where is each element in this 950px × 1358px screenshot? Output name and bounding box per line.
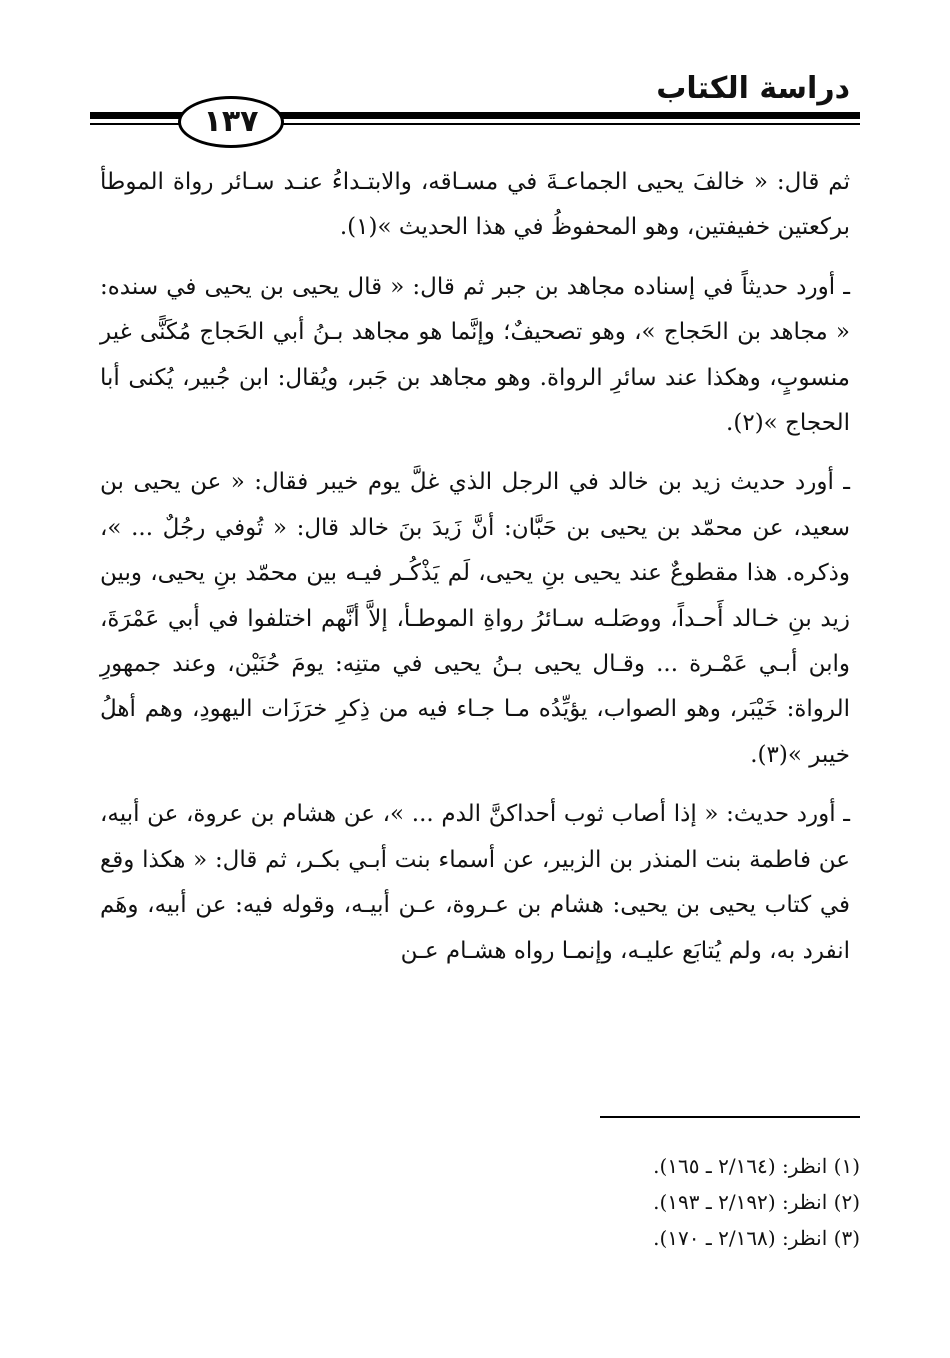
main-text [100, 160, 850, 988]
footnote-separator [600, 1116, 860, 1118]
page-number: ١٣٧ [203, 104, 259, 139]
footnotes [653, 1148, 860, 1256]
running-header-title: دراسة الكتاب [656, 71, 850, 106]
paragraph: ثم قال: « خالفَ يحيى الجماعـةَ في مسـاقه، والابتـداءُ عنـد سـائر رواة الموطأ بركعتين خفيفتين، وهو المحفوظُ في هذا الحديث »(١). [100, 169, 850, 241]
paragraph: ـ أورد حديث: « إذا أصاب ثوب أحداكنَّ الدم ... »، عن هشام بن عروة، عن أبيه، عن فاطمة بنت المنذر بن الزبير، عن أسماء بنت أبـي بكـر، ثم قال: « هكذا وقع في كتاب يحيى بن يحيى: هشام بن عـروة، عـن أبيـه، وقوله فيه: عن أبيه، وهَم انفرد به، ولم يُتابَع عليـه، وإنمـا رواه هشـام عـن [100, 801, 850, 964]
footnote: (١) انظر: (٢/١٦٤ ـ ١٦٥). [653, 1154, 860, 1178]
footnote: (٢) انظر: (٢/١٩٢ ـ ١٩٣). [653, 1190, 860, 1214]
paragraph: ـ أورد حديث زيد بن خالد في الرجل الذي غلَّ يوم خيبر فقال: « عن يحيى بن سعيد، عن محمّد بن يحيى بن حَبَّان: أنَّ زَيدَ بنَ خالد قال: « تُوفي رجُلٌ ... »، وذكره. هذا مقطوعٌ عند يحيى بنِ يحيى، لَم يَذْكُـر فيـه بين محمّد بنِ يحيى، وبين زيد بنِ خـالد أَحـداً، ووصَلـه سـائرُ رواةِ الموطـأ، إلاَّ أنَّهم اختلفوا في أبي عَمْرَةَ، وابن أبـي عَمْـرة ... وقـال يحيى بـنُ يحيى في متنِه: يومَ حُنَيْن، وعند جمهورِ الرواة: خَيْبَر، وهو الصواب، يؤيِّدُه مـا جـاء فيه من ذِكرِ خرَزَات اليهودِ، وهم أهلُ خيبر »(٣). [100, 469, 851, 768]
page-number-badge [178, 96, 284, 148]
paragraph: ـ أورد حديثاً في إسناده مجاهد بن جبر ثم قال: « قال يحيى بن يحيى في سنده: « مجاهد بن الحَجاج »، وهو تصحيفٌ؛ وإنَّما هو مجاهد بـنُ أبي الحَجاج مُكَنًّى غير منسوبٍ، وهكذا عند سائرِ الرواة. وهو مجاهد بن جَبر، ويُقال: ابن جُبير، يُكنى أبا الحجاج »(٢). [100, 273, 850, 437]
footnote: (٣) انظر: (٢/١٦٨ ـ ١٧٠). [653, 1226, 860, 1250]
